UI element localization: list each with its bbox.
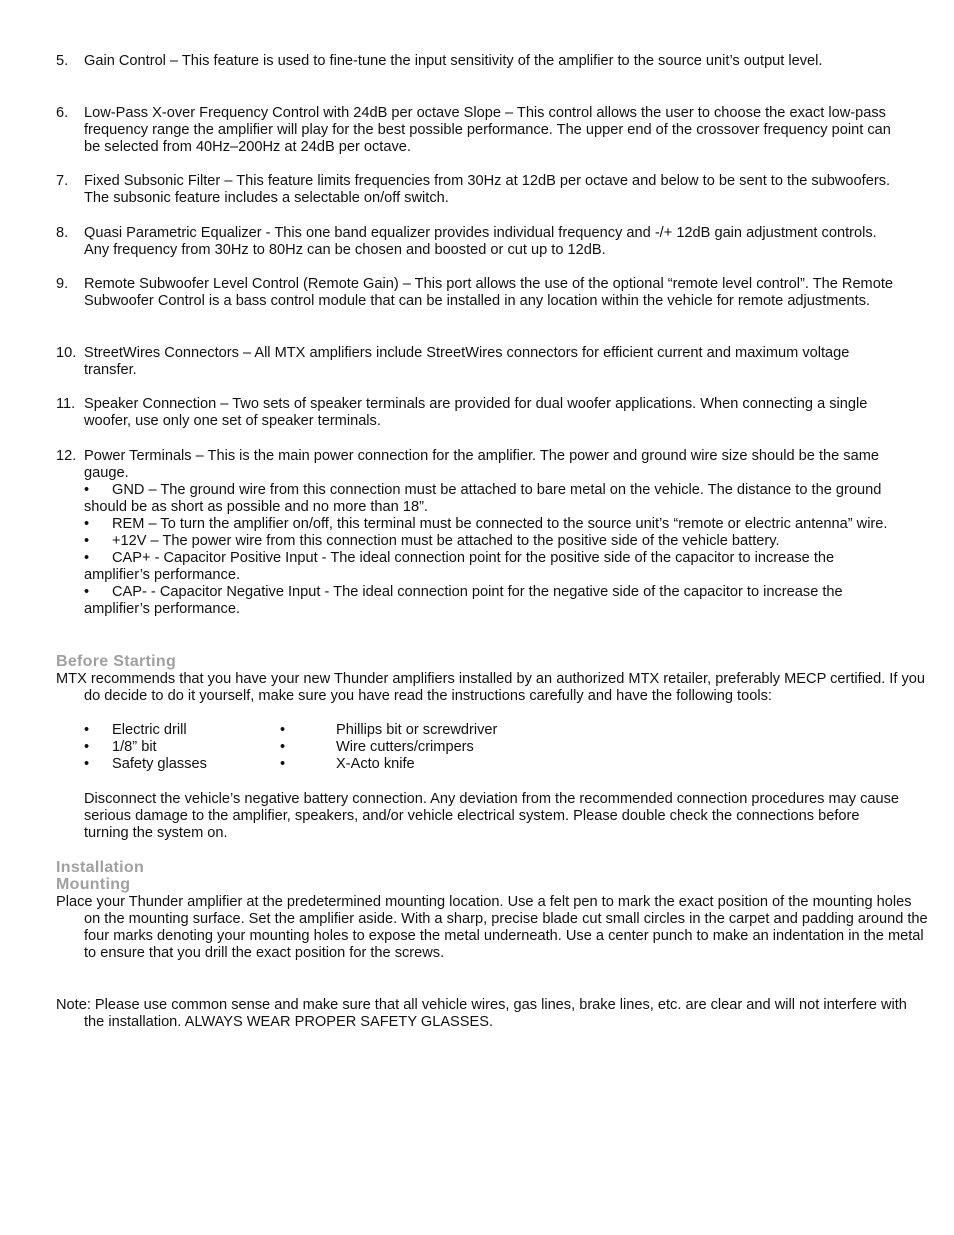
item-number: 10.	[56, 345, 77, 361]
feature-item-9	[56, 276, 901, 310]
bullet-dot: •	[84, 722, 90, 738]
item-number: 6.	[56, 105, 69, 121]
item-text: Quasi Parametric Equalizer - This one band equalizer provides individual frequency and -/+ 12dB gain adjustment controls. Any frequency from 30Hz to 80Hz can be chosen and boosted or cut up to 12dB.	[84, 225, 877, 258]
mounting-subheading: Mounting	[56, 876, 131, 893]
tool-row	[84, 739, 644, 756]
bullet-dot: •	[84, 482, 90, 498]
item-number: 9.	[56, 276, 69, 292]
bullet-dot: •	[84, 516, 90, 532]
bullet-gnd: • GND – The ground wire from this connection must be attached to bare metal on the vehicle. The distance to the ground should be as short as possible and no more than 18”.	[84, 482, 882, 515]
bullet-dot: •	[84, 584, 90, 600]
bullet-dot: •	[280, 756, 286, 772]
tool-name: Safety glasses	[112, 756, 207, 772]
bullet-cap-minus: • CAP- - Capacitor Negative Input - The ideal connection point for the negative side of the capacitor to increase the amplifier’s performance.	[84, 584, 843, 617]
tool-name: Wire cutters/crimpers	[336, 739, 474, 755]
feature-item-7	[56, 173, 901, 207]
tool-row	[84, 756, 644, 773]
bullet-dot: •	[84, 533, 90, 549]
item-text: Low-Pass X-over Frequency Control with 24dB per octave Slope – This control allows the user to choose the exact low-pass frequency range the amplifier will play for the best possible performance. The upper end of the crossover frequency point can be selected from 40Hz–200Hz at 24dB per octave.	[84, 105, 891, 155]
item-text: Speaker Connection – Two sets of speaker terminals are provided for dual woofer applications. When connecting a single woofer, use only one set of speaker terminals.	[84, 396, 868, 429]
before-starting-heading: Before Starting	[56, 653, 177, 670]
disconnect-paragraph: Disconnect the vehicle’s negative battery connection. Any deviation from the recommended connection procedures may cause serious damage to the amplifier, speakers, and/or vehicle electrical system. Please double check the connections before turning the system on.	[84, 791, 900, 841]
item-number: 12.	[56, 448, 77, 464]
feature-item-12	[56, 448, 901, 618]
mounting-paragraph: Place your Thunder amplifier at the predetermined mounting location. Use a felt pen to mark the exact position of the mounting holes on the mounting surface. Set the amplifier aside. With a sharp, precise blade cut small circles in the carpet and padding around the four marks denoting your mounting holes to expose the metal underneath. Use a center punch to make an indentation in the metal to ensure that you drill the exact position for the screws.	[56, 894, 928, 961]
tool-name: 1/8” bit	[112, 739, 157, 755]
item-text: Gain Control – This feature is used to fine-tune the input sensitivity of the amplifier to the source unit’s output level.	[84, 53, 823, 69]
bullet-dot: •	[280, 722, 286, 738]
feature-item-8	[56, 225, 901, 259]
bullet-dot: •	[84, 756, 90, 772]
bullet-dot: •	[280, 739, 286, 755]
feature-item-6	[56, 105, 901, 156]
tool-name: X-Acto knife	[336, 756, 415, 772]
tool-name: Phillips bit or screwdriver	[336, 722, 498, 738]
feature-item-11	[56, 396, 901, 430]
item-number: 11.	[56, 396, 76, 412]
item-number: 8.	[56, 225, 69, 241]
item-number: 7.	[56, 173, 69, 189]
installation-heading: Installation	[56, 859, 145, 876]
safety-note: Note: Please use common sense and make sure that all vehicle wires, gas lines, brake lines, etc. are clear and will not interfere with the installation. ALWAYS WEAR PROPER SAFETY GLASSES.	[56, 997, 907, 1030]
item-text: Remote Subwoofer Level Control (Remote Gain) – This port allows the use of the optional “remote level control”. The Remote Subwoofer Control is a bass control module that can be installed in any location within the vehicle for remote adjustments.	[84, 276, 893, 309]
bullet-dot: •	[84, 739, 90, 755]
item-text: StreetWires Connectors – All MTX amplifiers include StreetWires connectors for efficient current and maximum voltage transfer.	[84, 345, 850, 378]
item-number: 5.	[56, 53, 69, 69]
tools-list	[84, 722, 644, 773]
feature-item-5	[56, 53, 901, 70]
tool-row	[84, 722, 644, 739]
item-text: Fixed Subsonic Filter – This feature limits frequencies from 30Hz at 12dB per octave and below to be sent to the subwoofers. The subsonic feature includes a selectable on/off switch.	[84, 173, 891, 206]
feature-item-10	[56, 345, 901, 379]
before-starting-intro: MTX recommends that you have your new Thunder amplifiers installed by an authorized MTX retailer, preferably MECP certified. If you do decide to do it yourself, make sure you have read the instructions carefully and have the following tools:	[56, 671, 925, 704]
bullet-cap-plus: • CAP+ - Capacitor Positive Input - The ideal connection point for the positive side of the capacitor to increase the amplifier’s performance.	[84, 550, 835, 583]
tool-name: Electric drill	[112, 722, 187, 738]
item-text: Power Terminals – This is the main power connection for the amplifier. The power and ground wire size should be the same gauge.	[84, 448, 879, 481]
bullet-dot: •	[84, 550, 90, 566]
bullet-rem: • REM – To turn the amplifier on/off, this terminal must be connected to the source unit’s “remote or electric antenna” wire.	[84, 516, 888, 532]
power-terminal-bullets	[56, 482, 901, 618]
bullet-12v: • +12V – The power wire from this connection must be attached to the positive side of the vehicle battery.	[84, 533, 780, 549]
